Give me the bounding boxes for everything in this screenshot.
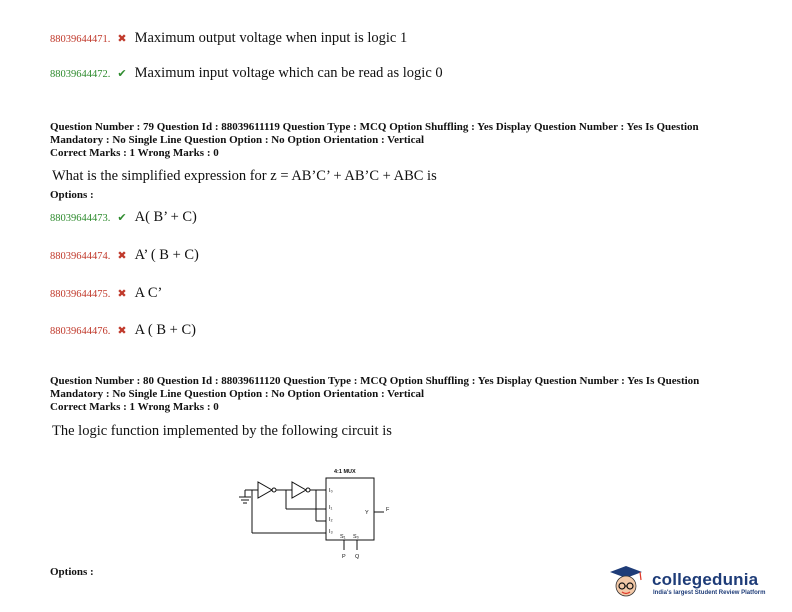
- option-row: [50, 208, 197, 226]
- brand-name: collegedunia: [652, 570, 759, 589]
- question-header: [50, 121, 699, 160]
- options-label: Options :: [50, 189, 94, 201]
- correct-mark-icon: ✔: [117, 212, 127, 224]
- wrong-mark-icon: ✖: [117, 250, 127, 262]
- question-text: What is the simplified expression for z = AB’C’ + AB’C + ABC is: [52, 168, 437, 184]
- mux-input-label: I₃: [329, 529, 333, 535]
- mux-circuit-diagram: [228, 462, 408, 562]
- option-id: 88039644471.: [50, 34, 111, 45]
- mascot-logo-icon: [604, 564, 646, 602]
- option-id: 88039644475.: [50, 289, 111, 300]
- wrong-mark-icon: ✖: [117, 33, 127, 45]
- option-text: A’ ( B + C): [134, 247, 199, 263]
- option-row: [50, 321, 196, 339]
- mux-label: 4:1 MUX: [334, 469, 356, 475]
- brand-tagline: India's largest Student Review Platform: [653, 590, 766, 596]
- select-input-label: P: [342, 554, 346, 560]
- question-header-line: Mandatory : No Single Line Question Option : No Option Orientation : Vertical: [50, 388, 425, 400]
- option-id: 88039644476.: [50, 326, 111, 337]
- question-marks: Correct Marks : 1 Wrong Marks : 0: [50, 147, 219, 159]
- mux-input-label: I₁: [329, 505, 333, 511]
- option-row: [50, 284, 162, 302]
- collegedunia-logo: [604, 564, 788, 604]
- option-text: A C’: [134, 285, 163, 301]
- option-id: 88039644474.: [50, 251, 111, 262]
- inverter-icon: [258, 482, 276, 498]
- prev-option-row: [50, 64, 443, 82]
- ground-icon: [239, 490, 251, 503]
- mux-output-pin: Y: [365, 510, 369, 516]
- option-text: Maximum output voltage when input is logic 1: [134, 30, 408, 46]
- inverter-icon: [292, 482, 310, 498]
- wrong-mark-icon: ✖: [117, 288, 127, 300]
- prev-option-row: [50, 29, 407, 47]
- select-input-label: Q: [355, 554, 360, 560]
- question-marks: Correct Marks : 1 Wrong Marks : 0: [50, 401, 219, 413]
- mux-input-label: I₀: [329, 488, 333, 494]
- question-header: [50, 375, 699, 414]
- question-header-line: Question Number : 80 Question Id : 88039611120 Question Type : MCQ Option Shuffling : Yes Display Question Number : Yes Is Question: [50, 375, 700, 387]
- option-text: A ( B + C): [134, 322, 196, 338]
- question-text: The logic function implemented by the following circuit is: [52, 423, 392, 439]
- option-row: [50, 246, 199, 264]
- option-id: 88039644473.: [50, 213, 111, 224]
- mux-input-label: I₂: [329, 517, 333, 523]
- option-id: 88039644472.: [50, 69, 111, 80]
- select-pin-label: S₀: [353, 534, 359, 540]
- output-label: F: [386, 507, 390, 513]
- question-header-line: Mandatory : No Single Line Question Option : No Option Orientation : Vertical: [50, 134, 425, 146]
- question-header-line: Question Number : 79 Question Id : 88039611119 Question Type : MCQ Option Shuffling : Yes Display Question Number : Yes Is Question: [50, 121, 699, 133]
- option-text: Maximum input voltage which can be read as logic 0: [134, 65, 443, 81]
- wrong-mark-icon: ✖: [117, 325, 127, 337]
- mux-block: [326, 478, 374, 540]
- select-pin-label: S₁: [340, 534, 346, 540]
- correct-mark-icon: ✔: [117, 68, 127, 80]
- options-label: Options :: [50, 566, 94, 578]
- option-text: A( B’ + C): [134, 209, 197, 225]
